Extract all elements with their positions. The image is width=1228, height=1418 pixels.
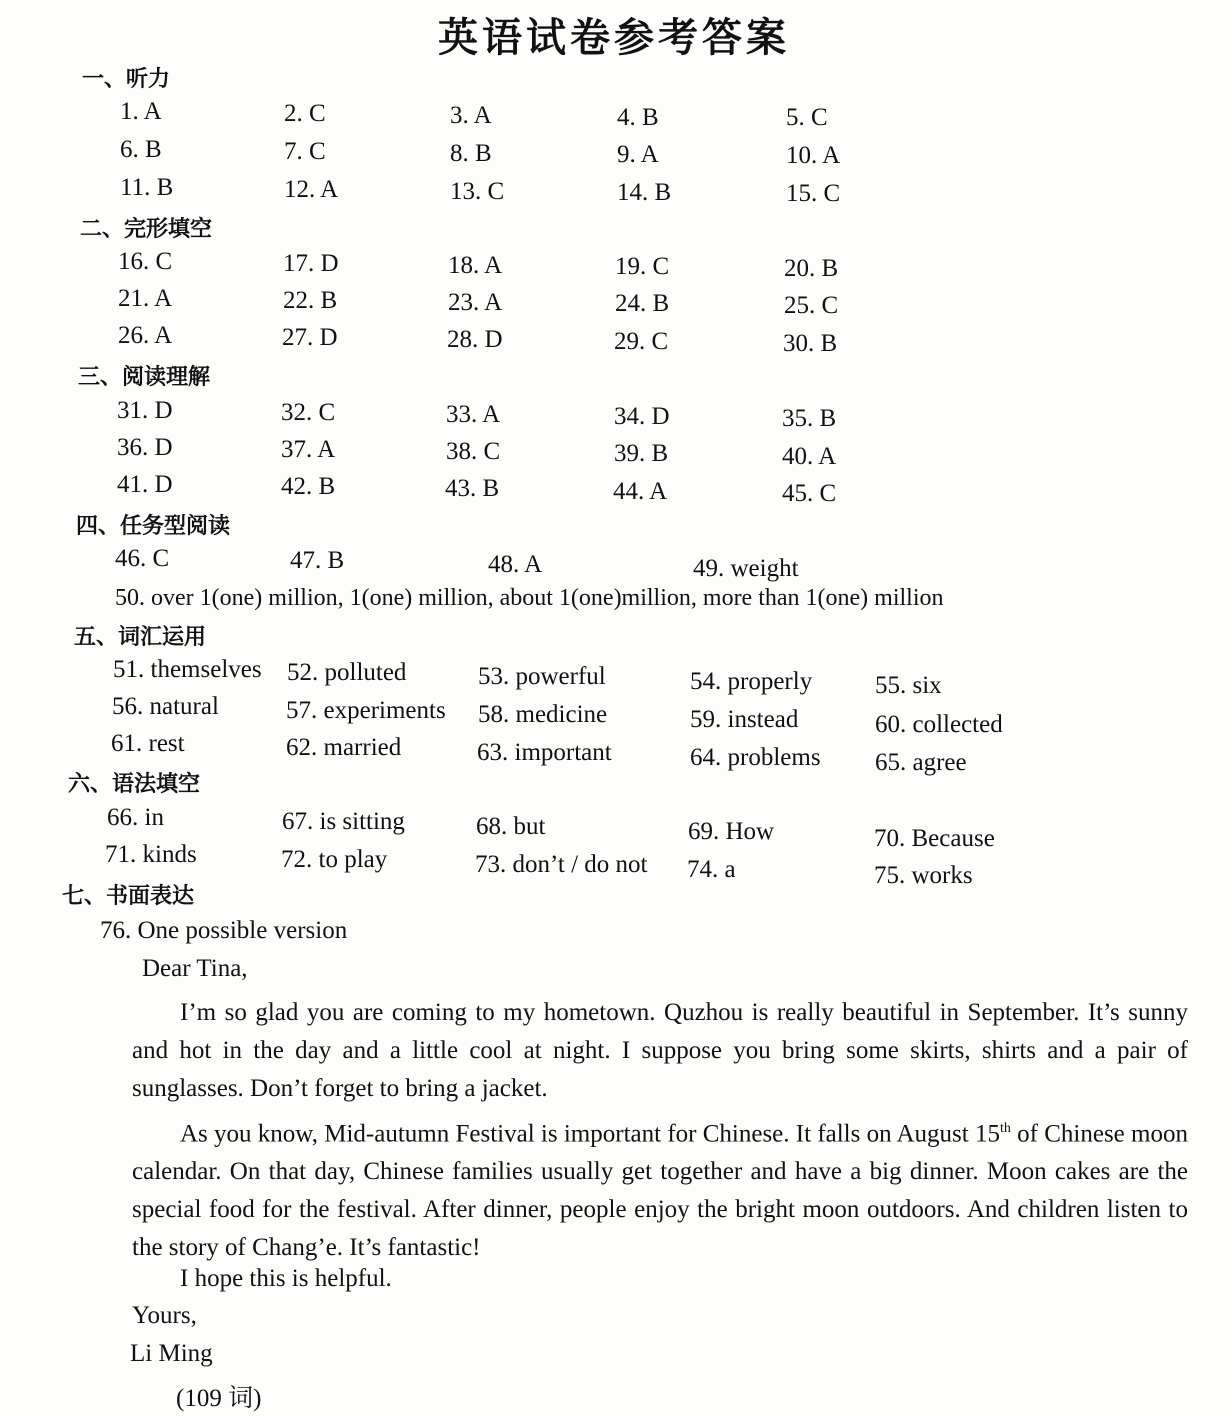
essay-signature: Li Ming [130,1340,213,1367]
answer-11: 11. B [120,174,174,201]
answer-25: 25. C [784,292,839,319]
essay-paragraph-1 [132,994,1188,1108]
answer-8: 8. B [450,140,492,167]
answer-53: 53. powerful [478,663,606,690]
answer-27: 27. D [282,324,338,351]
answer-47: 47. B [290,547,345,574]
answer-57: 57. experiments [286,697,446,724]
section-reading-heading: 三、阅读理解 [78,365,211,390]
answer-49: 49. weight [693,555,799,582]
section-cloze-heading: 二、完形填空 [80,217,213,242]
essay-paragraph-1-text: I’m so glad you are coming to my hometown. Quzhou is really beautiful in September. It’s sunny and hot in the day and a little cool at night. I suppose you bring some skirts, shirts and a pair of sunglasses. Don’t forget to bring a jacket. [132,999,1188,1102]
answer-16: 16. C [118,248,173,275]
answer-24: 24. B [615,290,670,317]
answer-59: 59. instead [690,706,799,733]
answer-22: 22. B [283,287,338,314]
essay-paragraph-2-text-b: of Chinese moon calendar. On that day, Chinese families usually get together and have a big dinner. Moon cakes are the special food for the festival. After dinner, people enjoy the bright moon outdoors. And children listen to the story of Chang’e. It’s fantastic! [132,1120,1188,1262]
answer-44: 44. A [613,478,668,505]
answer-73: 73. don’t / do not [475,851,648,878]
answer-48: 48. A [488,551,543,578]
answer-36: 36. D [117,434,173,461]
answer-64: 64. problems [690,744,821,771]
answer-4: 4. B [617,104,659,131]
answer-39: 39. B [614,440,669,467]
answer-38: 38. C [446,438,501,465]
answer-3: 3. A [450,102,492,129]
answer-41: 41. D [117,471,173,498]
answer-54: 54. properly [690,668,813,695]
section-writing-heading: 七、书面表达 [62,884,195,909]
essay-closing: Yours, [132,1302,197,1329]
essay-heading: 76. One possible version [100,917,348,944]
answer-35: 35. B [782,405,837,432]
answer-52: 52. polluted [287,659,407,686]
answer-14: 14. B [617,179,672,206]
answer-71: 71. kinds [105,841,197,868]
answer-56: 56. natural [112,693,219,720]
answer-30: 30. B [783,330,838,357]
answer-60: 60. collected [875,711,1003,738]
page-title: 英语试卷参考答案 [438,15,790,61]
answer-65: 65. agree [875,749,967,776]
essay-paragraph-3: I hope this is helpful. [180,1265,392,1292]
answer-18: 18. A [448,252,503,279]
answer-72: 72. to play [281,846,388,873]
answer-62: 62. married [286,734,402,761]
answer-42: 42. B [281,473,336,500]
answer-9: 9. A [617,141,659,168]
answer-37: 37. A [281,436,336,463]
section-task-reading-heading: 四、任务型阅读 [76,514,231,539]
answer-2: 2. C [284,100,326,127]
essay-greeting: Dear Tina, [142,955,248,982]
answer-51: 51. themselves [113,656,262,683]
essay-word-count: (109 词) [176,1385,262,1412]
answer-55: 55. six [875,672,942,699]
section-grammar-heading: 六、语法填空 [68,772,201,797]
answer-43: 43. B [445,475,500,502]
answer-19: 19. C [615,253,670,280]
answer-10: 10. A [786,142,841,169]
answer-1: 1. A [120,98,162,125]
answer-61: 61. rest [111,730,185,757]
answer-75: 75. works [874,862,973,889]
answer-68: 68. but [476,813,546,840]
answer-7: 7. C [284,138,326,165]
answer-45: 45. C [782,480,837,507]
essay-paragraph-2-text-a: As you know, Mid-autumn Festival is important for Chinese. It falls on August 15 [180,1120,1000,1148]
answer-69: 69. How [688,818,775,845]
answer-26: 26. A [118,322,173,349]
answer-28: 28. D [447,326,503,353]
answer-46: 46. C [115,545,170,572]
answer-12: 12. A [284,176,339,203]
answer-58: 58. medicine [478,701,608,728]
answer-34: 34. D [614,403,670,430]
section-vocabulary-heading: 五、词汇运用 [74,625,207,650]
answer-50: 50. over 1(one) million, 1(one) million, about 1(one)million, more than 1(one) million [115,585,944,611]
answer-20: 20. B [784,255,839,282]
answer-15: 15. C [786,180,841,207]
answer-21: 21. A [118,285,173,312]
answer-23: 23. A [448,289,503,316]
answer-33: 33. A [446,401,501,428]
answer-66: 66. in [107,804,164,831]
answer-32: 32. C [281,399,336,426]
answer-70: 70. Because [874,825,995,852]
essay-ordinal-suffix: th [1000,1121,1011,1136]
essay-paragraph-2 [132,1110,1188,1267]
section-listening-heading: 一、听力 [82,67,171,92]
answer-63: 63. important [477,739,612,766]
answer-31: 31. D [117,397,173,424]
answer-6: 6. B [120,136,162,163]
answer-17: 17. D [283,250,339,277]
answer-67: 67. is sitting [282,808,405,835]
answer-29: 29. C [614,328,669,355]
answer-74: 74. a [687,856,736,883]
answer-13: 13. C [450,178,505,205]
answer-5: 5. C [786,104,828,131]
answer-40: 40. A [782,443,837,470]
